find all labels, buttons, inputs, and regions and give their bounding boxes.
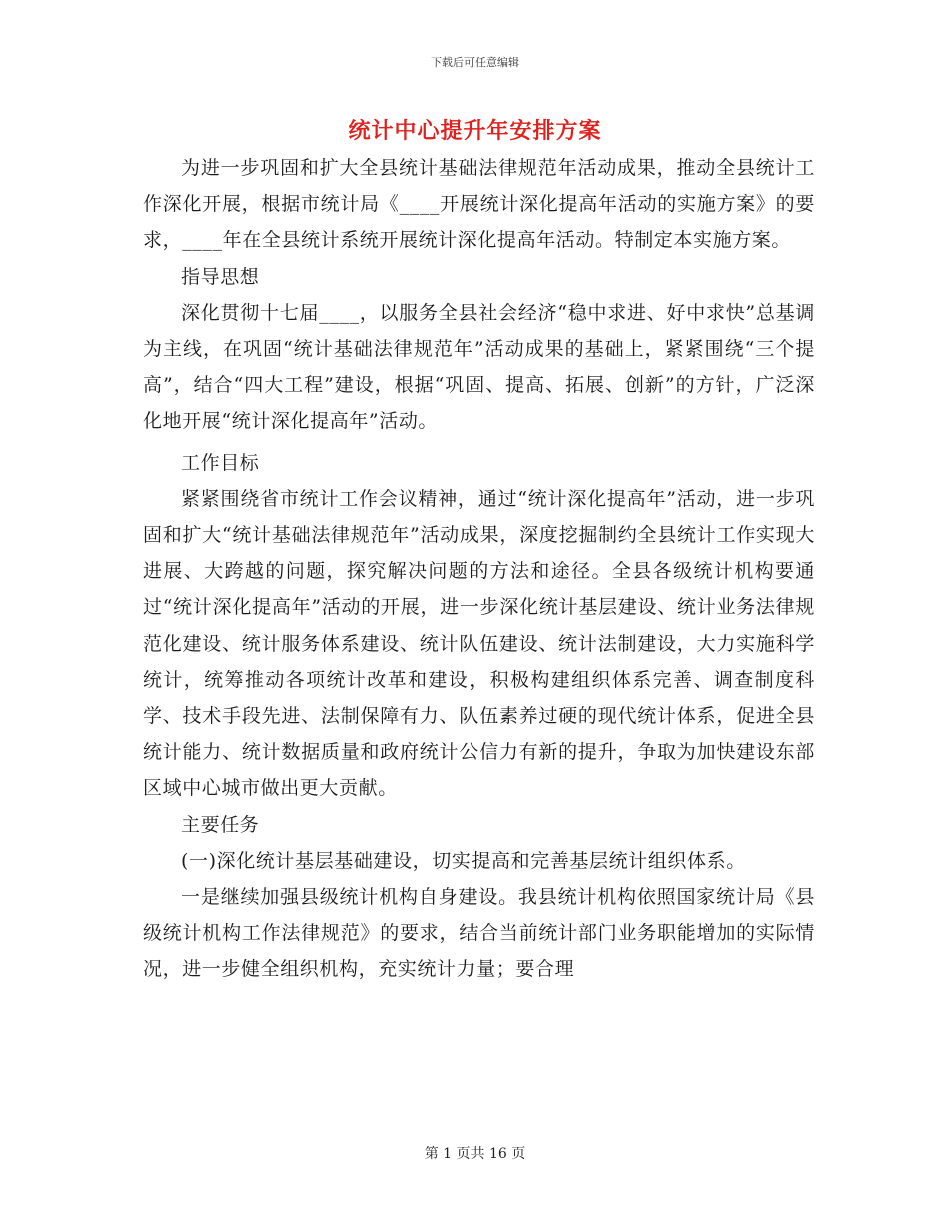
section-heading-main-tasks: 主要任务: [181, 813, 260, 836]
paragraph-intro: 为进一步巩固和扩大全县统计基础法律规范年活动成果，推动全县统计工作深化开展，根据市统计局《____开展统计深化提高年活动的实施方案》的要求，____年在全县统计系统开展统计深化提高年活动。特制定本实施方案。: [143, 157, 815, 252]
paragraph-guiding-thought: 深化贯彻十七届____，以服务全县社会经济“稳中求进、好中求快”总基调为主线，在巩固“统计基础法律规范年”活动成果的基础上，紧紧围绕“三个提高”，结合“四大工程”建设，根据“巩固、提高、拓展、创新”的方针，广泛深化地开展“统计深化提高年”活动。: [143, 301, 815, 433]
document-body: [143, 150, 815, 988]
page-footer: 第 1 页共 16 页: [424, 1146, 526, 1162]
section-heading-guiding-thought: 指导思想: [181, 265, 260, 288]
header-note: 下载后可任意编辑: [431, 56, 519, 69]
section-heading-work-goal: 工作目标: [181, 451, 260, 474]
paragraph-work-goal: 紧紧围绕省市统计工作会议精神，通过“统计深化提高年”活动，进一步巩固和扩大“统计基础法律规范年”活动成果，深度挖掘制约全县统计工作实现大进展、大跨越的问题，探究解决问题的方法和途径。全县各级统计机构要通过“统计深化提高年”活动的开展，进一步深化统计基层建设、统计业务法律规范化建设、统计服务体系建设、统计队伍建设、统计法制建设，大力实施科学统计，统筹推动各项统计改革和建设，积极构建组织体系完善、调查制度科学、技术手段先进、法制保障有力、队伍素养过硬的现代统计体系，促进全县统计能力、统计数据质量和政府统计公信力有新的提升，争取为加快建设东部区域中心城市做出更大贡献。: [143, 487, 815, 800]
document-title: 统计中心提升年安排方案: [348, 118, 602, 144]
paragraph-task-one: (一)深化统计基层基础建设，切实提高和完善基层统计组织体系。: [181, 849, 746, 872]
paragraph-task-one-detail: 一是继续加强县级统计机构自身建设。我县统计机构依照国家统计局《县级统计机构工作法律规范》的要求，结合当前统计部门业务职能增加的实际情况，进一步健全组织机构，充实统计力量；要合理: [143, 886, 815, 981]
